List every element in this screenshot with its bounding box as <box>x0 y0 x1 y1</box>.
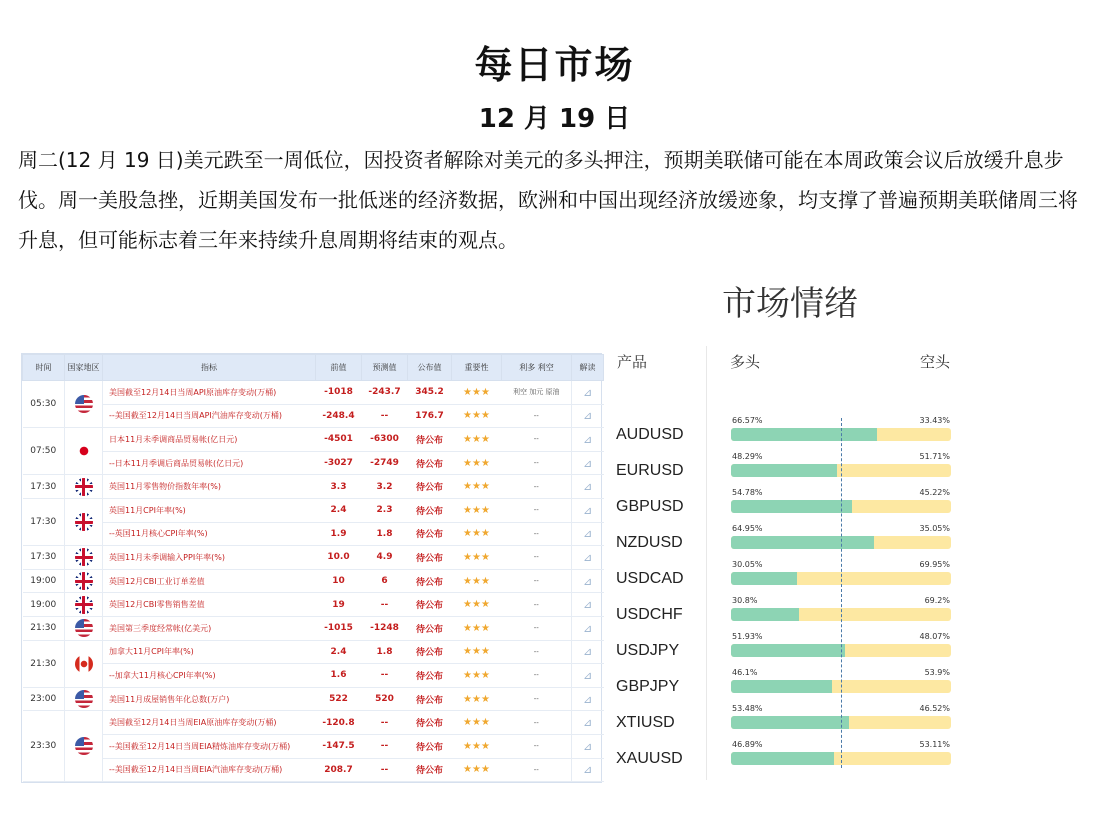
col-direction: 利多 利空 <box>502 355 572 381</box>
sentiment-row <box>612 412 952 448</box>
col-forecast: 预测值 <box>362 355 408 381</box>
sentiment-pair: EURUSD <box>616 462 684 479</box>
sentiment-pair: USDCHF <box>616 606 683 623</box>
row-actual: 待公布 <box>408 640 452 664</box>
row-actual: 待公布 <box>408 522 452 546</box>
page-title: 每日市场 <box>474 43 635 87</box>
uk-flag-icon <box>75 572 93 590</box>
interpret-chart-icon[interactable]: ⊿ <box>572 593 604 617</box>
row-importance-stars: ★★★ <box>452 451 502 475</box>
table-row[interactable] <box>23 404 604 428</box>
calendar-header-row <box>23 355 604 381</box>
row-indicator: 美国11月成屋销售年化总数(万户) <box>103 687 316 711</box>
sentiment-short-pct: 69.95% <box>919 560 950 569</box>
sentiment-long-pct: 30.05% <box>732 560 763 569</box>
row-indicator: 美国截至12月14日当周API原油库存变动(万桶) <box>103 381 316 405</box>
row-forecast: 4.9 <box>362 546 408 570</box>
sentiment-long-fill <box>731 680 832 693</box>
sentiment-long-fill <box>731 536 874 549</box>
table-row[interactable] <box>23 546 604 570</box>
row-importance-stars: ★★★ <box>452 381 502 405</box>
row-actual: 待公布 <box>408 546 452 570</box>
sentiment-col-short: 空头 <box>919 353 950 371</box>
row-country <box>65 593 103 617</box>
row-prev: -3027 <box>316 451 362 475</box>
calendar-table <box>22 354 604 782</box>
sentiment-midline <box>841 418 842 768</box>
row-actual: 待公布 <box>408 428 452 452</box>
row-actual: 待公布 <box>408 616 452 640</box>
table-row[interactable] <box>23 758 604 782</box>
sentiment-short-pct: 48.07% <box>919 632 950 641</box>
row-actual: 待公布 <box>408 451 452 475</box>
row-indicator: 英国11月未季调输入PPI年率(%) <box>103 546 316 570</box>
sentiment-long-fill <box>731 608 799 621</box>
row-direction: -- <box>502 616 572 640</box>
uk-flag-icon <box>75 548 93 566</box>
row-importance-stars: ★★★ <box>452 546 502 570</box>
row-time: 17:30 <box>23 475 65 499</box>
col-prev: 前值 <box>316 355 362 381</box>
row-indicator: 美国第三季度经常帐(亿美元) <box>103 616 316 640</box>
table-row[interactable] <box>23 475 604 499</box>
row-actual: 待公布 <box>408 569 452 593</box>
row-forecast: 2.3 <box>362 498 408 522</box>
row-actual: 待公布 <box>408 664 452 688</box>
row-direction: -- <box>502 711 572 735</box>
market-sentiment <box>612 346 952 780</box>
row-prev: -248.4 <box>316 404 362 428</box>
sentiment-header <box>612 346 952 376</box>
table-row[interactable] <box>23 498 604 522</box>
row-prev: 19 <box>316 593 362 617</box>
row-indicator: --美国截至12月14日当周EIA精炼油库存变动(万桶) <box>103 734 316 758</box>
row-direction: -- <box>502 569 572 593</box>
row-indicator: 日本11月未季调商品贸易帐(亿日元) <box>103 428 316 452</box>
row-importance-stars: ★★★ <box>452 428 502 452</box>
sentiment-row <box>612 484 952 520</box>
col-time: 时间 <box>23 355 65 381</box>
row-importance-stars: ★★★ <box>452 498 502 522</box>
row-forecast: -- <box>362 758 408 782</box>
row-prev: 1.6 <box>316 664 362 688</box>
interpret-chart-icon[interactable]: ⊿ <box>572 711 604 735</box>
row-time: 07:50 <box>23 428 65 475</box>
uk-flag-icon <box>75 513 93 531</box>
sentiment-long-pct: 66.57% <box>732 416 763 425</box>
row-time: 23:30 <box>23 711 65 782</box>
uk-flag-icon <box>75 478 93 496</box>
row-importance-stars: ★★★ <box>452 475 502 499</box>
row-direction: -- <box>502 687 572 711</box>
sentiment-long-fill <box>731 464 837 477</box>
row-prev: 10.0 <box>316 546 362 570</box>
row-time: 21:30 <box>23 616 65 640</box>
row-actual: 待公布 <box>408 593 452 617</box>
row-indicator: 英国12月CBI零售销售差值 <box>103 593 316 617</box>
table-row[interactable] <box>23 381 604 405</box>
row-importance-stars: ★★★ <box>452 640 502 664</box>
row-prev: 522 <box>316 687 362 711</box>
ca-flag-icon <box>75 655 93 673</box>
row-country <box>65 711 103 782</box>
row-indicator: --美国截至12月14日当周EIA汽油库存变动(万桶) <box>103 758 316 782</box>
calendar-table-wrap <box>21 353 602 783</box>
us-flag-icon <box>75 690 93 708</box>
sentiment-row <box>612 448 952 484</box>
row-prev: 10 <box>316 569 362 593</box>
sentiment-row <box>612 664 952 700</box>
table-row[interactable] <box>23 664 604 688</box>
interpret-chart-icon[interactable]: ⊿ <box>572 404 604 428</box>
row-direction: -- <box>502 664 572 688</box>
row-forecast: -- <box>362 664 408 688</box>
sentiment-short-pct: 69.2% <box>924 596 950 605</box>
row-importance-stars: ★★★ <box>452 758 502 782</box>
sentiment-col-product: 产品 <box>617 353 648 371</box>
interpret-chart-icon[interactable]: ⊿ <box>572 428 604 452</box>
sentiment-pair: GBPUSD <box>616 498 684 515</box>
sentiment-long-pct: 54.78% <box>732 488 763 497</box>
sentiment-long-pct: 46.89% <box>732 740 763 749</box>
interpret-chart-icon[interactable]: ⊿ <box>572 475 604 499</box>
row-actual: 待公布 <box>408 734 452 758</box>
row-importance-stars: ★★★ <box>452 569 502 593</box>
sentiment-long-pct: 51.93% <box>732 632 763 641</box>
row-indicator: 加拿大11月CPI年率(%) <box>103 640 316 664</box>
sentiment-title: 市场情绪 <box>722 284 858 324</box>
row-importance-stars: ★★★ <box>452 522 502 546</box>
row-direction: -- <box>502 758 572 782</box>
table-row[interactable] <box>23 522 604 546</box>
sentiment-pair: USDJPY <box>616 642 680 659</box>
row-prev: 1.9 <box>316 522 362 546</box>
row-time: 17:30 <box>23 546 65 570</box>
row-country <box>65 640 103 687</box>
interpret-chart-icon[interactable]: ⊿ <box>572 381 604 405</box>
row-actual: 待公布 <box>408 498 452 522</box>
row-country <box>65 428 103 475</box>
sentiment-col-long: 多头 <box>730 353 761 371</box>
row-time: 19:00 <box>23 569 65 593</box>
table-row[interactable] <box>23 734 604 758</box>
row-time: 23:00 <box>23 687 65 711</box>
row-indicator: --英国11月核心CPI年率(%) <box>103 522 316 546</box>
interpret-chart-icon[interactable]: ⊿ <box>572 640 604 664</box>
row-forecast: -6300 <box>362 428 408 452</box>
row-forecast: 3.2 <box>362 475 408 499</box>
row-country <box>65 616 103 640</box>
table-row[interactable] <box>23 451 604 475</box>
row-direction: -- <box>502 546 572 570</box>
row-forecast: 520 <box>362 687 408 711</box>
interpret-chart-icon[interactable]: ⊿ <box>572 734 604 758</box>
row-country <box>65 546 103 570</box>
row-indicator: --美国截至12月14日当周API汽油库存变动(万桶) <box>103 404 316 428</box>
sentiment-short-pct: 33.43% <box>919 416 950 425</box>
row-forecast: 6 <box>362 569 408 593</box>
sentiment-long-fill <box>731 428 877 441</box>
sentiment-short-pct: 53.9% <box>924 668 950 677</box>
sentiment-short-pct: 35.05% <box>919 524 950 533</box>
sentiment-short-pct: 46.52% <box>919 704 950 713</box>
row-country <box>65 687 103 711</box>
row-prev: 3.3 <box>316 475 362 499</box>
table-row[interactable] <box>23 569 604 593</box>
table-row[interactable] <box>23 711 604 735</box>
sentiment-pair: XTIUSD <box>616 714 675 731</box>
col-importance: 重要性 <box>452 355 502 381</box>
sentiment-pair: AUDUSD <box>616 426 684 443</box>
row-importance-stars: ★★★ <box>452 711 502 735</box>
table-row[interactable] <box>23 640 604 664</box>
row-indicator: 英国11月零售物价指数年率(%) <box>103 475 316 499</box>
col-country: 国家地区 <box>65 355 103 381</box>
sentiment-long-fill <box>731 716 849 729</box>
row-forecast: -- <box>362 711 408 735</box>
row-time: 19:00 <box>23 593 65 617</box>
row-direction: 利空 加元 原油 <box>502 381 572 405</box>
row-forecast: -1248 <box>362 616 408 640</box>
sentiment-long-fill <box>731 752 834 765</box>
row-actual: 待公布 <box>408 687 452 711</box>
sentiment-short-pct: 51.71% <box>919 452 950 461</box>
row-indicator: 英国11月CPI年率(%) <box>103 498 316 522</box>
row-importance-stars: ★★★ <box>452 593 502 617</box>
us-flag-icon <box>75 619 93 637</box>
row-importance-stars: ★★★ <box>452 734 502 758</box>
table-row[interactable] <box>23 428 604 452</box>
row-direction: -- <box>502 522 572 546</box>
row-prev: -147.5 <box>316 734 362 758</box>
row-prev: -4501 <box>316 428 362 452</box>
col-indicator: 指标 <box>103 355 316 381</box>
row-indicator: 英国12月CBI工业订单差值 <box>103 569 316 593</box>
row-prev: 208.7 <box>316 758 362 782</box>
row-direction: -- <box>502 451 572 475</box>
col-interpret: 解读 <box>572 355 604 381</box>
row-prev: -1018 <box>316 381 362 405</box>
row-forecast: -- <box>362 593 408 617</box>
sentiment-short-pct: 45.22% <box>919 488 950 497</box>
interpret-chart-icon[interactable]: ⊿ <box>572 687 604 711</box>
col-actual: 公布值 <box>408 355 452 381</box>
row-importance-stars: ★★★ <box>452 664 502 688</box>
row-prev: -1015 <box>316 616 362 640</box>
row-importance-stars: ★★★ <box>452 616 502 640</box>
row-forecast: -- <box>362 404 408 428</box>
sentiment-pair: XAUUSD <box>616 750 683 767</box>
uk-flag-icon <box>75 596 93 614</box>
row-importance-stars: ★★★ <box>452 687 502 711</box>
row-country <box>65 498 103 545</box>
table-row[interactable] <box>23 687 604 711</box>
row-forecast: -- <box>362 734 408 758</box>
row-country <box>65 475 103 499</box>
row-direction: -- <box>502 734 572 758</box>
sentiment-row <box>612 520 952 556</box>
sentiment-long-pct: 46.1% <box>732 668 758 677</box>
sentiment-long-pct: 64.95% <box>732 524 763 533</box>
row-actual: 待公布 <box>408 711 452 735</box>
interpret-chart-icon[interactable]: ⊿ <box>572 569 604 593</box>
interpret-chart-icon[interactable]: ⊿ <box>572 616 604 640</box>
us-flag-icon <box>75 737 93 755</box>
row-direction: -- <box>502 593 572 617</box>
table-row[interactable] <box>23 616 604 640</box>
table-row[interactable] <box>23 593 604 617</box>
interpret-chart-icon[interactable]: ⊿ <box>572 498 604 522</box>
economic-calendar <box>21 353 602 783</box>
row-forecast: 1.8 <box>362 522 408 546</box>
row-direction: -- <box>502 475 572 499</box>
row-country <box>65 569 103 593</box>
sentiment-long-pct: 53.48% <box>732 704 763 713</box>
sentiment-pair: USDCAD <box>616 570 684 587</box>
row-direction: -- <box>502 404 572 428</box>
row-direction: -- <box>502 498 572 522</box>
row-direction: -- <box>502 428 572 452</box>
row-country <box>65 381 103 428</box>
sentiment-row <box>612 628 952 664</box>
sentiment-pair: NZDUSD <box>616 534 683 551</box>
sentiment-row <box>612 700 952 736</box>
row-importance-stars: ★★★ <box>452 404 502 428</box>
summary-paragraph: 周二(12 月 19 日)美元跌至一周低位，因投资者解除对美元的多头押注，预期美联储可能在本周政策会议后放缓升息步伐。周一美股急挫，近期美国发布一批低迷的经济数据，欧洲和中国出现经济放缓迹象，均支撑了普遍预期美联储周三将升息，但可能标志着三年来持续升息周期将结束的观点。 <box>18 148 1078 252</box>
interpret-chart-icon[interactable]: ⊿ <box>572 451 604 475</box>
row-actual: 待公布 <box>408 758 452 782</box>
sentiment-long-fill <box>731 572 797 585</box>
interpret-chart-icon[interactable]: ⊿ <box>572 758 604 782</box>
interpret-chart-icon[interactable]: ⊿ <box>572 522 604 546</box>
sentiment-long-pct: 30.8% <box>732 596 758 605</box>
sentiment-row <box>612 556 952 592</box>
calendar-body <box>23 381 604 782</box>
row-time: 17:30 <box>23 498 65 545</box>
sentiment-row <box>612 592 952 628</box>
sentiment-row <box>612 736 952 772</box>
sentiment-pair: GBPJPY <box>616 678 680 695</box>
row-actual: 待公布 <box>408 475 452 499</box>
row-forecast: -2749 <box>362 451 408 475</box>
row-indicator: 美国截至12月14日当周EIA原油库存变动(万桶) <box>103 711 316 735</box>
row-prev: -120.8 <box>316 711 362 735</box>
row-time: 21:30 <box>23 640 65 687</box>
row-forecast: 1.8 <box>362 640 408 664</box>
row-indicator: --日本11月季调后商品贸易帐(亿日元) <box>103 451 316 475</box>
page-date: 12 月 19 日 <box>478 104 631 134</box>
row-indicator: --加拿大11月核心CPI年率(%) <box>103 664 316 688</box>
sentiment-long-fill <box>731 500 852 513</box>
row-actual: 345.2 <box>408 381 452 405</box>
row-forecast: -243.7 <box>362 381 408 405</box>
sentiment-long-pct: 48.29% <box>732 452 763 461</box>
row-prev: 2.4 <box>316 640 362 664</box>
jp-flag-icon <box>75 442 93 460</box>
us-flag-icon <box>75 395 93 413</box>
row-direction: -- <box>502 640 572 664</box>
row-actual: 176.7 <box>408 404 452 428</box>
row-time: 05:30 <box>23 381 65 428</box>
interpret-chart-icon[interactable]: ⊿ <box>572 546 604 570</box>
sentiment-short-pct: 53.11% <box>919 740 950 749</box>
interpret-chart-icon[interactable]: ⊿ <box>572 664 604 688</box>
row-prev: 2.4 <box>316 498 362 522</box>
sentiment-long-fill <box>731 644 845 657</box>
